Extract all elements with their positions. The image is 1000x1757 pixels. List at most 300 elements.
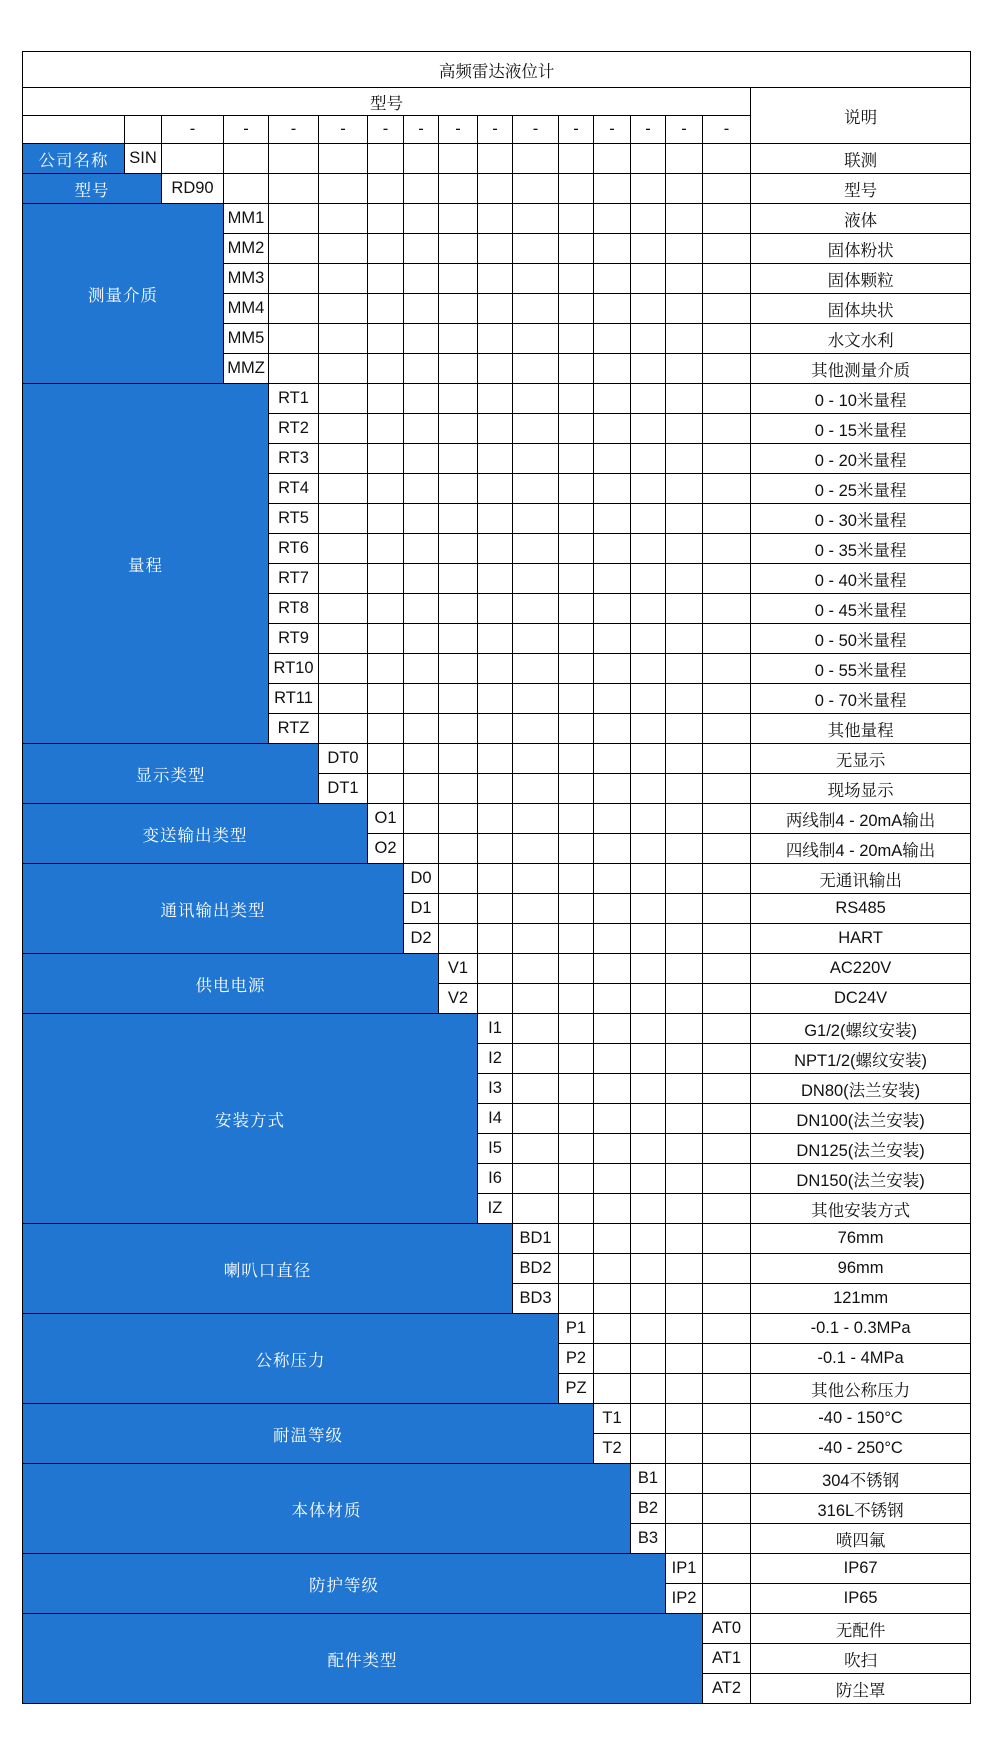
empty-cell — [513, 654, 559, 684]
description-cell: RS485 — [751, 894, 971, 924]
empty-cell — [478, 474, 513, 504]
empty-cell — [594, 1314, 631, 1344]
description-cell: IP67 — [751, 1554, 971, 1584]
empty-cell — [269, 234, 319, 264]
description-cell: 固体粉状 — [751, 234, 971, 264]
empty-cell — [513, 774, 559, 804]
table-row — [23, 1464, 971, 1494]
empty-cell — [594, 294, 631, 324]
empty-cell — [559, 1194, 594, 1224]
empty-cell — [513, 474, 559, 504]
description-cell: NPT1/2(螺纹安装) — [751, 1044, 971, 1074]
empty-cell — [703, 924, 751, 954]
code-cell: DT0 — [319, 744, 368, 774]
description-cell: 96mm — [751, 1254, 971, 1284]
empty-cell — [513, 1134, 559, 1164]
description-cell: AC220V — [751, 954, 971, 984]
description-cell: 其他测量介质 — [751, 354, 971, 384]
empty-cell — [631, 954, 666, 984]
empty-cell — [559, 204, 594, 234]
empty-cell — [559, 1224, 594, 1254]
code-cell: MM1 — [224, 204, 269, 234]
empty-cell — [319, 384, 368, 414]
empty-cell — [666, 474, 703, 504]
description-cell: 水文水利 — [751, 324, 971, 354]
empty-cell — [594, 1014, 631, 1044]
empty-cell — [666, 864, 703, 894]
empty-cell — [439, 594, 478, 624]
empty-cell — [368, 234, 404, 264]
description-cell: 防尘罩 — [751, 1674, 971, 1704]
empty-cell — [666, 1464, 703, 1494]
description-cell: IP65 — [751, 1584, 971, 1614]
code-cell: BD1 — [513, 1224, 559, 1254]
category-cell: 本体材质 — [23, 1464, 631, 1554]
empty-cell — [559, 174, 594, 204]
description-cell: DN125(法兰安装) — [751, 1134, 971, 1164]
empty-cell — [631, 324, 666, 354]
empty-cell — [368, 324, 404, 354]
code-cell: AT1 — [703, 1644, 751, 1674]
empty-cell — [513, 1104, 559, 1134]
description-cell: 0 - 50米量程 — [751, 624, 971, 654]
empty-cell — [368, 684, 404, 714]
empty-cell — [269, 204, 319, 234]
empty-cell — [368, 774, 404, 804]
empty-cell — [631, 624, 666, 654]
empty-cell — [666, 1044, 703, 1074]
empty-cell — [439, 564, 478, 594]
empty-cell — [594, 774, 631, 804]
empty-cell — [404, 714, 439, 744]
empty-cell — [703, 804, 751, 834]
description-cell: 无通讯输出 — [751, 864, 971, 894]
empty-cell — [439, 354, 478, 384]
empty-cell — [368, 744, 404, 774]
description-cell: 其他安装方式 — [751, 1194, 971, 1224]
empty-cell — [368, 144, 404, 174]
empty-cell — [439, 504, 478, 534]
code-cell: I2 — [478, 1044, 513, 1074]
empty-cell — [594, 1344, 631, 1374]
empty-cell — [478, 534, 513, 564]
empty-cell — [703, 744, 751, 774]
empty-cell — [478, 924, 513, 954]
table-row — [23, 1554, 971, 1584]
table-row — [23, 204, 971, 234]
empty-cell — [703, 414, 751, 444]
empty-cell — [666, 144, 703, 174]
empty-cell — [439, 234, 478, 264]
code-cell: I6 — [478, 1164, 513, 1194]
empty-cell — [478, 684, 513, 714]
empty-cell — [513, 924, 559, 954]
empty-cell — [559, 594, 594, 624]
empty-cell — [559, 684, 594, 714]
empty-cell — [594, 654, 631, 684]
description-cell: 吹扫 — [751, 1644, 971, 1674]
empty-cell — [439, 684, 478, 714]
description-cell: 喷四氟 — [751, 1524, 971, 1554]
empty-cell — [631, 1284, 666, 1314]
empty-cell — [631, 234, 666, 264]
dash-cell: - — [439, 116, 478, 144]
dash-cell: - — [404, 116, 439, 144]
empty-cell — [439, 204, 478, 234]
empty-cell — [404, 324, 439, 354]
empty-cell — [404, 264, 439, 294]
dash-cell: - — [594, 116, 631, 144]
empty-cell — [404, 624, 439, 654]
empty-cell — [594, 984, 631, 1014]
empty-cell — [666, 744, 703, 774]
empty-cell — [703, 294, 751, 324]
empty-cell — [439, 534, 478, 564]
empty-cell — [703, 954, 751, 984]
empty-cell — [703, 1404, 751, 1434]
empty-cell — [478, 654, 513, 684]
empty-cell — [404, 384, 439, 414]
empty-cell — [703, 774, 751, 804]
empty-cell — [404, 834, 439, 864]
empty-cell — [404, 204, 439, 234]
code-cell: B2 — [631, 1494, 666, 1524]
empty-cell — [559, 984, 594, 1014]
code-cell: DT1 — [319, 774, 368, 804]
category-cell: 量程 — [23, 384, 269, 744]
empty-cell — [513, 1164, 559, 1194]
empty-cell — [559, 504, 594, 534]
empty-cell — [478, 444, 513, 474]
empty-cell — [666, 984, 703, 1014]
empty-cell — [631, 684, 666, 714]
description-cell: -0.1 - 4MPa — [751, 1344, 971, 1374]
code-cell: MM2 — [224, 234, 269, 264]
dash-cell: - — [478, 116, 513, 144]
empty-cell — [404, 354, 439, 384]
code-cell: MM4 — [224, 294, 269, 324]
table-row — [23, 954, 971, 984]
empty-cell — [478, 894, 513, 924]
empty-cell — [631, 474, 666, 504]
empty-cell — [559, 294, 594, 324]
empty-cell — [666, 294, 703, 324]
code-cell: PZ — [559, 1374, 594, 1404]
empty-cell — [404, 504, 439, 534]
empty-cell — [631, 1164, 666, 1194]
dash-cell: - — [703, 116, 751, 144]
empty-cell — [666, 834, 703, 864]
empty-cell — [703, 234, 751, 264]
empty-cell — [513, 444, 559, 474]
empty-cell — [368, 174, 404, 204]
description-cell: 其他公称压力 — [751, 1374, 971, 1404]
empty-cell — [319, 204, 368, 234]
code-cell: IP2 — [666, 1584, 703, 1614]
dash-cell: - — [559, 116, 594, 144]
table-row — [23, 88, 971, 116]
empty-cell — [513, 864, 559, 894]
dash-cell: - — [368, 116, 404, 144]
empty-cell — [703, 624, 751, 654]
code-cell: B3 — [631, 1524, 666, 1554]
category-cell: 型号 — [23, 174, 162, 204]
empty-cell — [594, 264, 631, 294]
empty-cell — [631, 984, 666, 1014]
empty-cell — [559, 474, 594, 504]
code-cell: T2 — [594, 1434, 631, 1464]
empty-cell — [666, 1494, 703, 1524]
empty-cell — [513, 984, 559, 1014]
empty-cell — [666, 1254, 703, 1284]
code-cell: O1 — [368, 804, 404, 834]
empty-cell — [594, 204, 631, 234]
empty-cell — [666, 1404, 703, 1434]
empty-cell — [319, 144, 368, 174]
empty-cell — [224, 144, 269, 174]
empty-cell — [319, 654, 368, 684]
empty-cell — [631, 1014, 666, 1044]
empty-cell — [559, 1074, 594, 1104]
empty-cell — [513, 744, 559, 774]
empty-cell — [368, 444, 404, 474]
empty-cell — [319, 684, 368, 714]
description-cell: 0 - 40米量程 — [751, 564, 971, 594]
code-cell: V1 — [439, 954, 478, 984]
empty-cell — [559, 804, 594, 834]
code-cell: RT8 — [269, 594, 319, 624]
code-cell: SIN — [125, 144, 162, 174]
empty-cell — [666, 804, 703, 834]
empty-cell — [594, 624, 631, 654]
code-cell: I1 — [478, 1014, 513, 1044]
empty-cell — [559, 384, 594, 414]
empty-cell — [703, 714, 751, 744]
empty-cell — [439, 174, 478, 204]
empty-cell — [439, 894, 478, 924]
empty-cell — [559, 414, 594, 444]
empty-cell — [631, 384, 666, 414]
table-row — [23, 804, 971, 834]
empty-cell — [319, 564, 368, 594]
empty-cell — [594, 414, 631, 444]
description-cell: DN80(法兰安装) — [751, 1074, 971, 1104]
code-cell: RT7 — [269, 564, 319, 594]
dash-cell: - — [162, 116, 224, 144]
empty-cell — [513, 1194, 559, 1224]
empty-cell — [319, 624, 368, 654]
empty-cell — [666, 1374, 703, 1404]
dash-cell: - — [513, 116, 559, 144]
empty-cell — [703, 564, 751, 594]
empty-cell — [319, 264, 368, 294]
description-cell: 联测 — [751, 144, 971, 174]
code-cell: IZ — [478, 1194, 513, 1224]
category-cell: 安装方式 — [23, 1014, 478, 1224]
empty-cell — [368, 294, 404, 324]
empty-cell — [513, 1074, 559, 1104]
empty-cell — [703, 384, 751, 414]
description-cell: 液体 — [751, 204, 971, 234]
empty-cell — [125, 116, 162, 144]
empty-cell — [666, 504, 703, 534]
empty-cell — [631, 204, 666, 234]
empty-cell — [594, 594, 631, 624]
empty-cell — [631, 714, 666, 744]
empty-cell — [631, 264, 666, 294]
empty-cell — [666, 654, 703, 684]
category-cell: 耐温等级 — [23, 1404, 594, 1464]
empty-cell — [703, 324, 751, 354]
empty-cell — [439, 294, 478, 324]
code-cell: V2 — [439, 984, 478, 1014]
empty-cell — [478, 414, 513, 444]
empty-cell — [478, 954, 513, 984]
empty-cell — [478, 744, 513, 774]
dash-cell: - — [319, 116, 368, 144]
empty-cell — [703, 1554, 751, 1584]
category-cell: 通讯输出类型 — [23, 864, 404, 954]
empty-cell — [478, 564, 513, 594]
empty-cell — [478, 384, 513, 414]
empty-cell — [439, 864, 478, 894]
empty-cell — [559, 324, 594, 354]
empty-cell — [666, 204, 703, 234]
empty-cell — [594, 714, 631, 744]
code-cell: P2 — [559, 1344, 594, 1374]
code-cell: P1 — [559, 1314, 594, 1344]
empty-cell — [368, 474, 404, 504]
empty-cell — [703, 1254, 751, 1284]
table-row — [23, 1314, 971, 1344]
empty-cell — [513, 234, 559, 264]
empty-cell — [513, 204, 559, 234]
spec-table-body — [23, 52, 971, 1704]
code-cell: AT2 — [703, 1674, 751, 1704]
empty-cell — [319, 294, 368, 324]
description-cell: 0 - 55米量程 — [751, 654, 971, 684]
empty-cell — [631, 1104, 666, 1134]
empty-cell — [513, 354, 559, 384]
empty-cell — [666, 1434, 703, 1464]
empty-cell — [559, 1014, 594, 1044]
empty-cell — [439, 774, 478, 804]
empty-cell — [478, 594, 513, 624]
empty-cell — [513, 174, 559, 204]
empty-cell — [703, 204, 751, 234]
empty-cell — [478, 504, 513, 534]
empty-cell — [162, 144, 224, 174]
empty-cell — [368, 534, 404, 564]
empty-cell — [319, 594, 368, 624]
empty-cell — [269, 354, 319, 384]
empty-cell — [513, 714, 559, 744]
empty-cell — [559, 1284, 594, 1314]
empty-cell — [666, 1074, 703, 1104]
empty-cell — [559, 714, 594, 744]
code-cell: RD90 — [162, 174, 224, 204]
empty-cell — [703, 264, 751, 294]
empty-cell — [594, 384, 631, 414]
empty-cell — [631, 834, 666, 864]
empty-cell — [319, 504, 368, 534]
description-cell: 型号 — [751, 174, 971, 204]
empty-cell — [594, 174, 631, 204]
empty-cell — [439, 324, 478, 354]
empty-cell — [439, 414, 478, 444]
code-cell: T1 — [594, 1404, 631, 1434]
table-title: 高频雷达液位计 — [23, 52, 971, 88]
empty-cell — [631, 294, 666, 324]
empty-cell — [478, 864, 513, 894]
empty-cell — [703, 1314, 751, 1344]
empty-cell — [319, 234, 368, 264]
empty-cell — [666, 1284, 703, 1314]
empty-cell — [594, 1164, 631, 1194]
empty-cell — [368, 384, 404, 414]
description-cell: 无配件 — [751, 1614, 971, 1644]
code-cell: RT11 — [269, 684, 319, 714]
code-cell: RT5 — [269, 504, 319, 534]
empty-cell — [594, 1104, 631, 1134]
empty-cell — [439, 624, 478, 654]
empty-cell — [703, 1014, 751, 1044]
empty-cell — [439, 144, 478, 174]
empty-cell — [559, 444, 594, 474]
empty-cell — [478, 324, 513, 354]
description-cell: 其他量程 — [751, 714, 971, 744]
category-cell: 防护等级 — [23, 1554, 666, 1614]
empty-cell — [368, 264, 404, 294]
description-cell: 0 - 45米量程 — [751, 594, 971, 624]
empty-cell — [594, 144, 631, 174]
empty-cell — [224, 174, 269, 204]
empty-cell — [513, 294, 559, 324]
empty-cell — [703, 474, 751, 504]
empty-cell — [439, 654, 478, 684]
empty-cell — [703, 1344, 751, 1374]
table-row — [23, 864, 971, 894]
description-cell: DN100(法兰安装) — [751, 1104, 971, 1134]
empty-cell — [559, 144, 594, 174]
empty-cell — [594, 534, 631, 564]
empty-cell — [703, 1584, 751, 1614]
empty-cell — [594, 834, 631, 864]
code-cell: RT3 — [269, 444, 319, 474]
category-cell: 测量介质 — [23, 204, 224, 384]
empty-cell — [478, 354, 513, 384]
code-cell: BD3 — [513, 1284, 559, 1314]
description-cell: 四线制4 - 20mA输出 — [751, 834, 971, 864]
empty-cell — [439, 804, 478, 834]
empty-cell — [478, 204, 513, 234]
empty-cell — [319, 474, 368, 504]
code-cell: RT10 — [269, 654, 319, 684]
empty-cell — [404, 744, 439, 774]
category-cell: 公称压力 — [23, 1314, 559, 1404]
spec-table — [22, 51, 971, 1704]
empty-cell — [631, 594, 666, 624]
empty-cell — [631, 444, 666, 474]
description-cell: 固体块状 — [751, 294, 971, 324]
empty-cell — [269, 144, 319, 174]
empty-cell — [594, 804, 631, 834]
empty-cell — [439, 714, 478, 744]
empty-cell — [404, 294, 439, 324]
table-row — [23, 174, 971, 204]
table-row — [23, 1224, 971, 1254]
description-cell: DC24V — [751, 984, 971, 1014]
